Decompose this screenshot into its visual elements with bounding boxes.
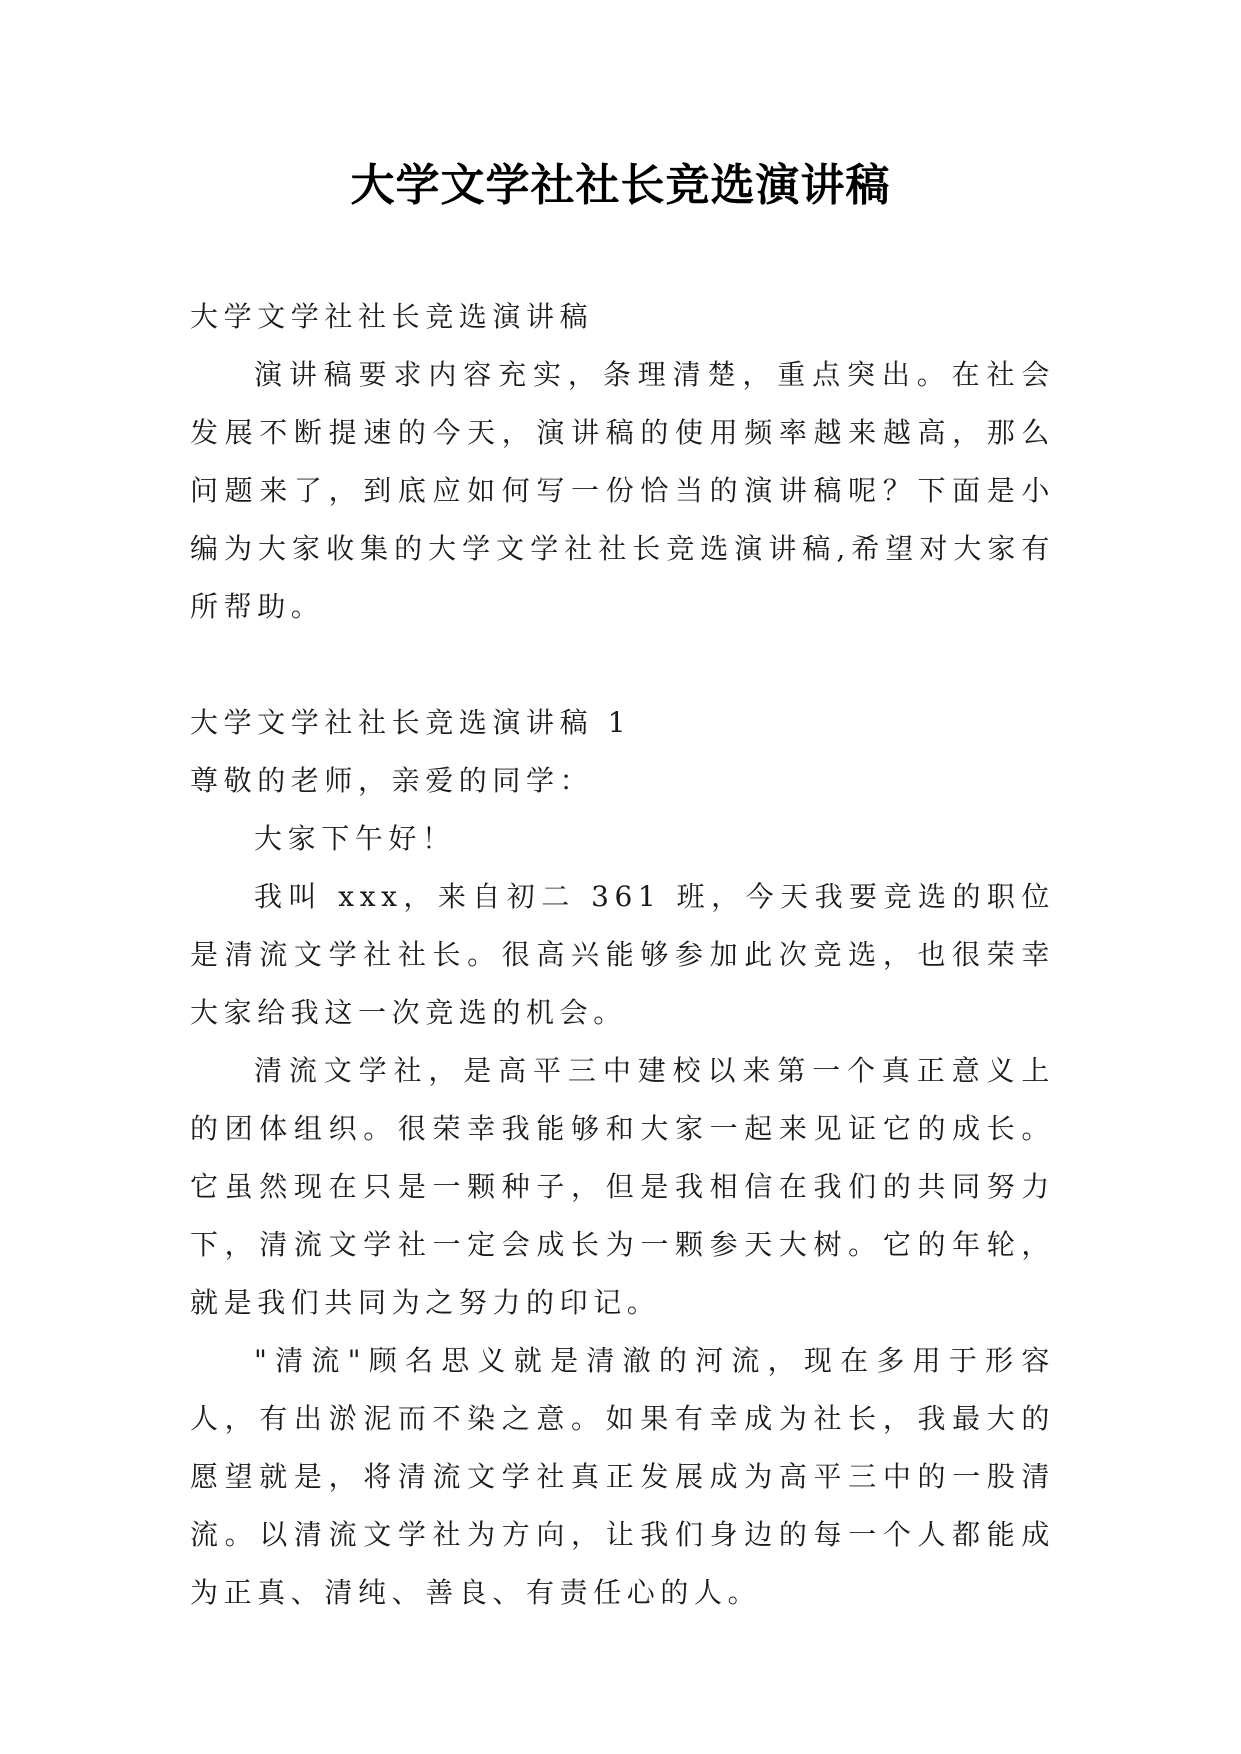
body-paragraph: "清流"顾名思义就是清澈的河流，现在多用于形容人，有出淤泥而不染之意。如果有幸成为社长，我最大的愿望就是，将清流文学社真正发展成为高平三中的一股清流。以清流文学社为方向，让我们身边的每一个人都能成为正真、清纯、善良、有责任心的人。 [190,1344,1055,1609]
body-paragraph: 我叫 xxx，来自初二 361 班，今天我要竞选的职位是清流文学社社长。很高兴能够参加此次竞选，也很荣幸大家给我这一次竞选的机会。 [190,880,1055,1029]
body-paragraph: 清流文学社，是高平三中建校以来第一个真正意义上的团体组织。很荣幸我能够和大家一起来见证它的成长。它虽然现在只是一颗种子，但是我相信在我们的共同努力下，清流文学社一定会成长为一颗参天大树。它的年轮，就是我们共同为之努力的印记。 [190,1054,1055,1319]
salutation: 尊敬的老师，亲爱的同学： [190,764,594,797]
greeting: 大家下午好！ [254,822,456,855]
intro-paragraph: 演讲稿要求内容充实，条理清楚，重点突出。在社会发展不断提速的今天，演讲稿的使用频率越来越高，那么问题来了，到底应如何写一份恰当的演讲稿呢？下面是小编为大家收集的大学文学社社长竞选演讲稿,希望对大家有所帮助。 [190,358,1055,623]
document-body [190,288,1055,1622]
section-heading: 大学文学社社长竞选演讲稿 1 [190,706,632,739]
subtitle: 大学文学社社长竞选演讲稿 [190,300,594,333]
document-title: 大学文学社社长竞选演讲稿 [350,160,891,211]
